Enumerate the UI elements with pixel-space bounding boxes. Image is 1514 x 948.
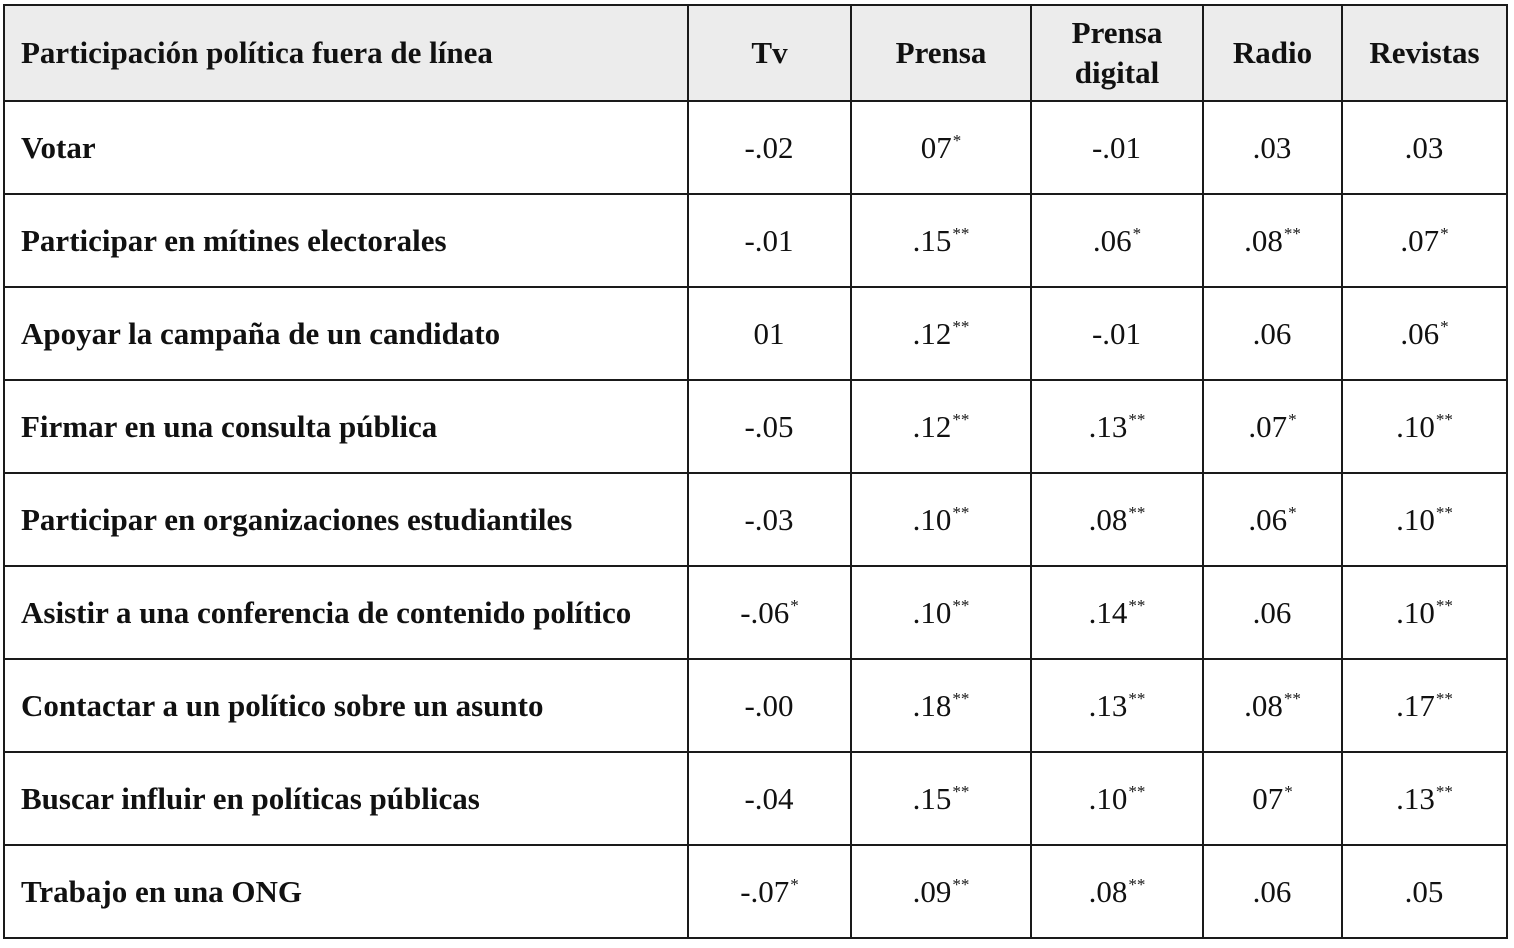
correlation-value: -.04	[744, 780, 794, 816]
significance-marker: *	[1288, 409, 1297, 429]
row-label: Firmar en una consulta pública	[4, 380, 688, 473]
cell-tv	[688, 380, 851, 473]
row-label: Contactar a un político sobre un asunto	[4, 659, 688, 752]
significance-marker: *	[1440, 223, 1449, 243]
table-row	[4, 101, 1507, 194]
table-header	[4, 5, 1507, 101]
header-participation: Participación política fuera de línea	[4, 5, 688, 101]
row-label: Participar en mítines electorales	[4, 194, 688, 287]
correlation-value: .06	[1400, 315, 1440, 351]
cell-revistas	[1342, 473, 1507, 566]
correlation-value: .07	[1400, 222, 1440, 258]
correlation-value: .03	[1252, 129, 1292, 165]
cell-tv	[688, 194, 851, 287]
correlation-value: .08	[1088, 501, 1128, 537]
table-body	[4, 101, 1507, 938]
correlation-value: .06	[1248, 501, 1288, 537]
significance-marker: **	[952, 409, 970, 429]
cell-radio	[1203, 194, 1342, 287]
row-label: Trabajo en una ONG	[4, 845, 688, 938]
cell-revistas	[1342, 659, 1507, 752]
cell-prensa-digital	[1031, 845, 1203, 938]
cell-prensa	[851, 101, 1031, 194]
header-tv: Tv	[688, 5, 851, 101]
correlation-value: -.05	[744, 408, 794, 444]
cell-prensa-digital	[1031, 752, 1203, 845]
cell-tv	[688, 566, 851, 659]
correlation-value: .07	[1248, 408, 1288, 444]
correlation-value: .17	[1396, 687, 1435, 723]
significance-marker: **	[1283, 223, 1301, 243]
cell-radio	[1203, 566, 1342, 659]
cell-radio	[1203, 287, 1342, 380]
significance-marker: *	[1132, 223, 1142, 243]
significance-marker: **	[1128, 781, 1146, 801]
cell-prensa	[851, 287, 1031, 380]
row-label: Participar en organizaciones estudiantiles	[4, 473, 688, 566]
correlation-value: -.01	[1091, 315, 1142, 351]
cell-tv	[688, 101, 851, 194]
significance-marker: **	[952, 223, 970, 243]
cell-radio	[1203, 380, 1342, 473]
cell-tv	[688, 287, 851, 380]
row-label: Buscar influir en políticas públicas	[4, 752, 688, 845]
significance-marker: *	[1440, 316, 1449, 336]
cell-prensa	[851, 659, 1031, 752]
cell-revistas	[1342, 845, 1507, 938]
header-radio: Radio	[1203, 5, 1342, 101]
row-label: Apoyar la campaña de un candidato	[4, 287, 688, 380]
correlation-value: .15	[912, 222, 952, 258]
significance-marker: **	[952, 316, 970, 336]
table-row	[4, 287, 1507, 380]
table-row	[4, 194, 1507, 287]
correlation-value: 07	[920, 129, 952, 165]
cell-tv	[688, 659, 851, 752]
correlation-value: .06	[1252, 594, 1292, 630]
cell-tv	[688, 473, 851, 566]
cell-radio	[1203, 659, 1342, 752]
correlation-value: .10	[1396, 408, 1435, 444]
header-prensa: Prensa	[851, 5, 1031, 101]
significance-marker: *	[1288, 502, 1297, 522]
cell-prensa	[851, 380, 1031, 473]
significance-marker: *	[790, 874, 799, 894]
correlation-value: .06	[1252, 315, 1292, 351]
cell-revistas	[1342, 101, 1507, 194]
significance-marker: **	[1128, 688, 1146, 708]
correlation-value: -.02	[744, 129, 794, 165]
significance-marker: **	[1435, 688, 1453, 708]
significance-marker: **	[952, 502, 970, 522]
cell-revistas	[1342, 752, 1507, 845]
cell-revistas	[1342, 287, 1507, 380]
significance-marker: **	[1128, 409, 1146, 429]
correlation-value: .09	[912, 873, 952, 909]
row-label: Asistir a una conferencia de contenido político	[4, 566, 688, 659]
header-prensa-digital	[1031, 5, 1203, 101]
row-label: Votar	[4, 101, 688, 194]
correlation-value: -.01	[744, 222, 794, 258]
correlation-value: .15	[912, 780, 952, 816]
correlation-value: .10	[912, 501, 952, 537]
table-row	[4, 845, 1507, 938]
cell-revistas	[1342, 380, 1507, 473]
cell-tv	[688, 845, 851, 938]
correlation-value: .03	[1404, 129, 1444, 165]
cell-prensa-digital	[1031, 194, 1203, 287]
significance-marker: **	[1283, 688, 1301, 708]
cell-prensa-digital	[1031, 659, 1203, 752]
cell-prensa	[851, 845, 1031, 938]
cell-prensa-digital	[1031, 101, 1203, 194]
correlation-value: .06	[1252, 873, 1292, 909]
table-row	[4, 659, 1507, 752]
cell-revistas	[1342, 194, 1507, 287]
significance-marker: **	[1128, 595, 1146, 615]
table-row	[4, 566, 1507, 659]
correlation-value: 07	[1252, 780, 1284, 816]
significance-marker: *	[1284, 781, 1293, 801]
correlation-value: .10	[912, 594, 952, 630]
cell-revistas	[1342, 566, 1507, 659]
correlation-value: .13	[1088, 687, 1128, 723]
correlation-value: -.00	[744, 687, 794, 723]
header-prensa-digital-label: Prensa digital	[1071, 15, 1163, 90]
cell-prensa-digital	[1031, 473, 1203, 566]
table-row	[4, 473, 1507, 566]
correlation-value: .10	[1396, 501, 1435, 537]
cell-prensa	[851, 473, 1031, 566]
cell-prensa	[851, 752, 1031, 845]
significance-marker: *	[952, 130, 962, 150]
cell-prensa-digital	[1031, 380, 1203, 473]
significance-marker: **	[952, 595, 970, 615]
significance-marker: **	[952, 874, 970, 894]
correlation-value: .13	[1396, 780, 1435, 816]
correlation-value: -.03	[744, 501, 794, 537]
correlation-value: .10	[1396, 594, 1435, 630]
correlation-value: -.06	[740, 594, 790, 630]
cell-tv	[688, 752, 851, 845]
correlation-table	[3, 4, 1508, 939]
correlation-value: .10	[1088, 780, 1128, 816]
correlation-value: 01	[753, 315, 785, 351]
table-row	[4, 380, 1507, 473]
cell-radio	[1203, 101, 1342, 194]
correlation-value: -.07	[740, 873, 790, 909]
significance-marker: **	[1128, 874, 1146, 894]
significance-marker: **	[1435, 409, 1453, 429]
significance-marker: **	[952, 688, 970, 708]
cell-prensa-digital	[1031, 287, 1203, 380]
table-row	[4, 752, 1507, 845]
header-row	[4, 5, 1507, 101]
correlation-value: -.01	[1091, 129, 1142, 165]
cell-prensa	[851, 194, 1031, 287]
significance-marker: **	[952, 781, 970, 801]
cell-radio	[1203, 845, 1342, 938]
correlation-value: .08	[1244, 687, 1283, 723]
correlation-value: .05	[1404, 873, 1444, 909]
correlation-value: .06	[1092, 222, 1132, 258]
significance-marker: **	[1435, 502, 1453, 522]
correlation-value: .08	[1088, 873, 1128, 909]
significance-marker: *	[790, 595, 799, 615]
correlation-value: .12	[912, 408, 952, 444]
correlation-value: .18	[912, 687, 952, 723]
significance-marker: **	[1435, 781, 1453, 801]
correlation-value: .13	[1088, 408, 1128, 444]
significance-marker: **	[1435, 595, 1453, 615]
cell-radio	[1203, 473, 1342, 566]
correlation-value: .14	[1088, 594, 1128, 630]
cell-prensa-digital	[1031, 566, 1203, 659]
cell-prensa	[851, 566, 1031, 659]
cell-radio	[1203, 752, 1342, 845]
significance-marker: **	[1128, 502, 1146, 522]
header-revistas: Revistas	[1342, 5, 1507, 101]
correlation-value: .12	[912, 315, 952, 351]
correlation-value: .08	[1244, 222, 1283, 258]
